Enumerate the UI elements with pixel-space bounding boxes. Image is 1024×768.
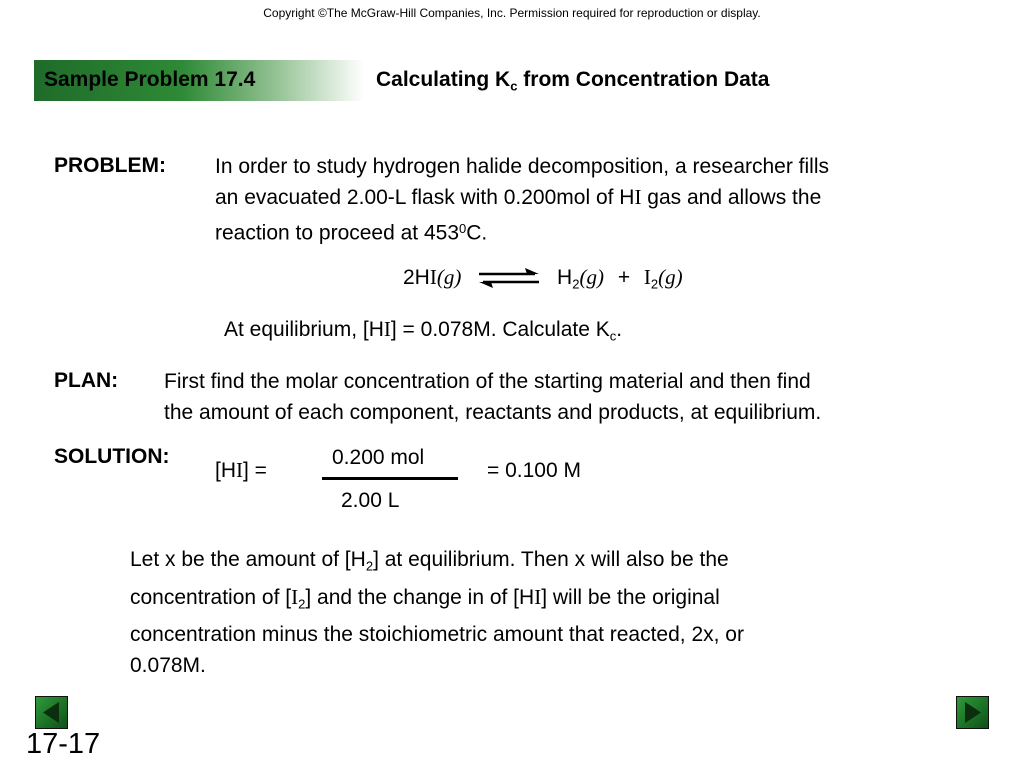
fraction-bar bbox=[322, 477, 458, 480]
explanation-l1-start: Let x be the amount of [H bbox=[130, 548, 366, 571]
explanation-line-3: concentration minus the stoichiometric amount that reacted, 2x, or bbox=[130, 623, 744, 647]
product-hydrogen-state: (g) bbox=[579, 265, 604, 289]
plan-text bbox=[164, 366, 1004, 428]
kc-subscript: c bbox=[609, 328, 617, 344]
problem-heading: PROBLEM: bbox=[54, 154, 166, 177]
next-slide-button[interactable] bbox=[956, 696, 989, 729]
reaction-equation bbox=[403, 262, 683, 300]
lhs-start: [H bbox=[215, 459, 236, 482]
problem-line-3-end: C. bbox=[466, 221, 488, 245]
explanation-text bbox=[130, 544, 980, 681]
problem-line-2-end: gas and allows the bbox=[641, 186, 822, 209]
plan-line-1: First find the molar concentration of the starting material and then find bbox=[164, 370, 811, 393]
title-subscript: c bbox=[510, 78, 518, 94]
equilibrium-text-start: At equilibrium, [H bbox=[224, 318, 384, 341]
plan-heading: PLAN: bbox=[54, 369, 119, 392]
equilibrium-iodine: I bbox=[383, 317, 391, 341]
degree-superscript: 0 bbox=[459, 221, 467, 236]
equilibrium-statement bbox=[224, 314, 622, 352]
problem-line-2-start: an evacuated 2.00-L flask with 0.200mol of H bbox=[215, 186, 635, 209]
explanation-l2-mid: ] and the change in of [H bbox=[305, 585, 535, 609]
explanation-l1-subscript: 2 bbox=[365, 558, 374, 574]
solution-heading: SOLUTION: bbox=[54, 445, 170, 468]
explanation-l2-end: ] will be the original bbox=[541, 585, 720, 609]
product-hydrogen: H bbox=[557, 266, 573, 289]
fraction-denominator: 2.00 L bbox=[341, 489, 400, 512]
plan-line-2: the amount of each component, reactants and products, at equilibrium. bbox=[164, 401, 822, 424]
explanation-line-4: 0.078M. bbox=[130, 654, 206, 678]
product-iodine-subscript: 2 bbox=[650, 276, 659, 292]
title-text: Calculating K bbox=[376, 68, 511, 91]
equilibrium-arrows-icon bbox=[477, 267, 541, 289]
concentration-lhs bbox=[215, 455, 267, 486]
explanation-line-2 bbox=[130, 582, 980, 620]
copyright-notice: Copyright ©The McGraw-Hill Companies, Inc. Permission required for reproduction or display. bbox=[263, 6, 761, 20]
explanation-l2-iodine: I bbox=[291, 584, 299, 609]
iodine-symbol: I bbox=[634, 185, 642, 209]
lhs-iodine: I bbox=[236, 458, 243, 482]
reactant-coefficient-h: 2H bbox=[403, 266, 430, 289]
lhs-end: ] = bbox=[243, 459, 267, 482]
product-hydrogen-subscript: 2 bbox=[572, 276, 580, 292]
problem-line-1: In order to study hydrogen halide decomposition, a researcher fills bbox=[215, 155, 830, 178]
problem-line-2 bbox=[215, 182, 1005, 213]
fraction-numerator: 0.200 mol bbox=[332, 446, 425, 469]
explanation-l2-subscript: 2 bbox=[298, 596, 306, 612]
problem-text bbox=[215, 151, 1005, 249]
product-iodine: I bbox=[643, 265, 651, 289]
problem-line-3-start: reaction to proceed at 453 bbox=[215, 221, 460, 245]
equilibrium-text-end: . bbox=[616, 318, 623, 341]
reactant-state: (g) bbox=[436, 265, 462, 289]
slide-number: 17-17 bbox=[26, 728, 101, 760]
title-text-end: from Concentration Data bbox=[517, 68, 770, 91]
explanation-l2-start: concentration of [ bbox=[130, 585, 292, 609]
problem-line-3 bbox=[215, 213, 1005, 249]
plus-sign: + bbox=[617, 266, 631, 289]
equilibrium-text-mid: ] = 0.078M. Calculate K bbox=[390, 318, 610, 341]
explanation-l2-iodine-2: I bbox=[534, 584, 542, 609]
triangle-left-icon bbox=[36, 697, 67, 728]
triangle-right-icon bbox=[957, 697, 988, 728]
previous-slide-button[interactable] bbox=[35, 696, 68, 729]
reactant-iodine: I bbox=[429, 265, 437, 289]
explanation-line-1 bbox=[130, 544, 980, 582]
explanation-l1-end: ] at equilibrium. Then x will also be the bbox=[373, 548, 729, 571]
slide-title bbox=[376, 68, 769, 94]
product-iodine-state: (g) bbox=[658, 265, 683, 289]
sample-problem-label: Sample Problem 17.4 bbox=[44, 68, 256, 91]
concentration-result: = 0.100 M bbox=[487, 459, 581, 482]
